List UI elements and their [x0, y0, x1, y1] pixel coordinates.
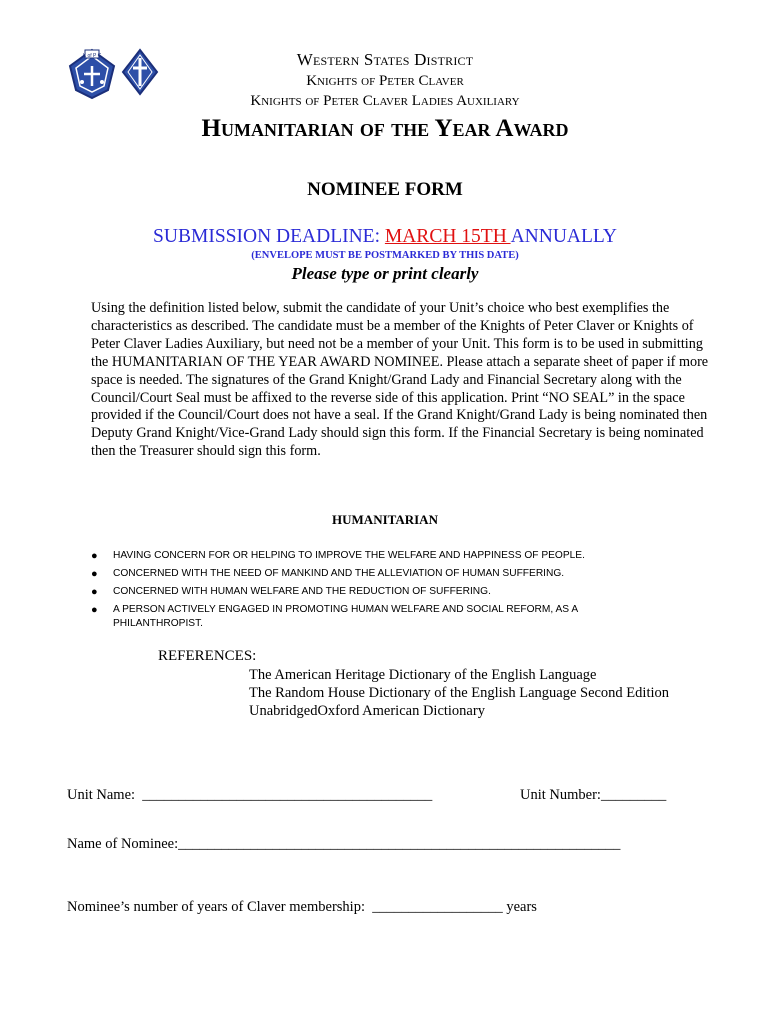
definition-heading: HUMANITARIAN: [332, 512, 438, 527]
list-item: ● A PERSON ACTIVELY ENGAGED IN PROMOTING HUMAN WELFARE AND SOCIAL REFORM, AS A PHILANTHROPIST.: [91, 604, 578, 629]
submission-deadline: [0, 226, 770, 248]
unit-name-field[interactable]: Unit Name: ________________________________________: [67, 787, 433, 803]
membership-years-field[interactable]: Nominee’s number of years of Claver membership: __________________ years: [67, 899, 537, 915]
deadline-suffix: ANNUALLY: [510, 226, 617, 247]
reference-item: UnabridgedOxford American Dictionary: [249, 703, 485, 719]
nominee-name-field[interactable]: Name of Nominee:_____________________________________________________________: [67, 836, 621, 852]
list-item: ● HAVING CONCERN FOR OR HELPING TO IMPROVE THE WELFARE AND HAPPINESS OF PEOPLE.: [91, 550, 585, 562]
definition-list: [91, 549, 651, 635]
auxiliary-heading: Knights of Peter Claver Ladies Auxiliary: [250, 93, 520, 109]
print-instruction: Please type or print clearly: [291, 264, 479, 283]
postmark-note: (ENVELOPE MUST BE POSTMARKED BY THIS DATE): [251, 250, 519, 261]
deadline-date: MARCH 15TH: [384, 226, 511, 247]
intro-paragraph: Using the definition listed below, submit the candidate of your Unit’s choice who best exemplifies the characteristics as described. The candidate must be a member of the Knights of Peter Claver or Knights of Peter Claver Ladies Auxiliary, but need not be a member of your Unit. This form is to be used in submitting the HUMANITARIAN OF THE YEAR AWARD NOMINEE. Please attach a separate sheet of paper if more space is needed. The signatures of the Grand Knight/Grand Lady and Financial Secretary along with the Council/Court Seal must be affixed to the reverse side of this application. Print “NO SEAL” in the space provided if the Council/Court does not have a seal. If the Grand Knight/Grand Lady is being nominated then Deputy Grand Knight/Vice-Grand Lady should sign this form. If the Financial Secretary is being nominated then the Treasurer should sign this form.: [91, 300, 709, 460]
organization-heading: Knights of Peter Claver: [306, 73, 464, 89]
award-title: Humanitarian of the Year Award: [201, 115, 569, 142]
deadline-label: SUBMISSION DEADLINE:: [153, 226, 381, 247]
unit-number-field[interactable]: Unit Number:_________: [520, 787, 667, 803]
references-label: REFERENCES:: [158, 648, 257, 664]
reference-item: The American Heritage Dictionary of the English Language: [249, 667, 597, 683]
logo-left-lettering: K of P C: [82, 53, 102, 59]
list-item: ● CONCERNED WITH THE NEED OF MANKIND AND THE ALLEVIATION OF HUMAN SUFFERING.: [91, 568, 565, 580]
form-title: NOMINEE FORM: [307, 179, 463, 200]
bullet-icon: ●: [91, 586, 98, 598]
references-list: [249, 666, 669, 720]
reference-item: The Random House Dictionary of the English Language Second Edition: [249, 685, 670, 701]
bullet-icon: ●: [91, 604, 98, 616]
district-heading: Western States District: [296, 50, 474, 69]
bullet-icon: ●: [91, 568, 98, 580]
bullet-icon: ●: [91, 550, 98, 562]
list-item: ● CONCERNED WITH HUMAN WELFARE AND THE REDUCTION OF SUFFERING.: [91, 586, 491, 598]
